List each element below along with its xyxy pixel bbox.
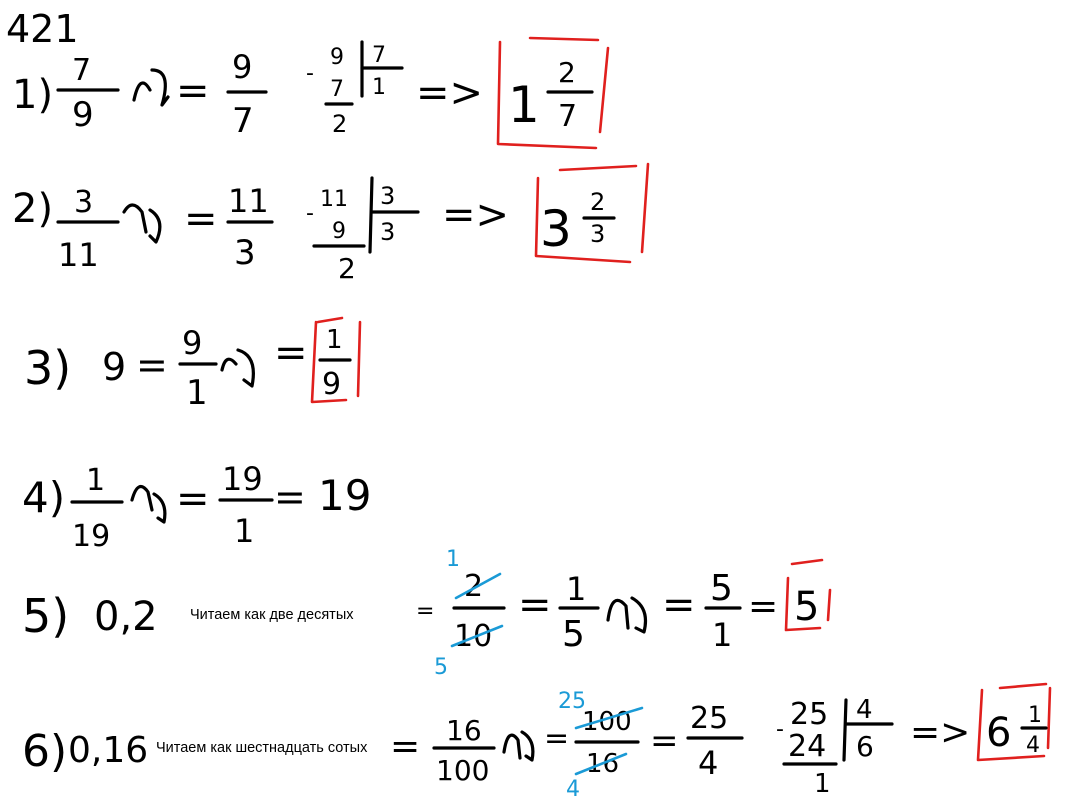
equals-sign: = — [662, 582, 696, 628]
answer-numerator: 1 — [326, 325, 343, 355]
subtrahend: 9 — [332, 219, 346, 244]
equals-sign: = — [544, 721, 570, 756]
answer-whole: 6 — [986, 710, 1012, 756]
equals-sign: = — [176, 68, 210, 114]
reduced-denominator: 5 — [562, 614, 585, 655]
problem-1 — [12, 38, 608, 148]
cancel-denominator: 4 — [566, 777, 580, 801]
implies-arrow: => — [442, 192, 510, 238]
answer-denominator: 9 — [322, 367, 342, 402]
svg-text:-: - — [776, 717, 784, 742]
answer-box — [978, 684, 1050, 760]
divisor: 4 — [856, 695, 873, 725]
equals-sign: = — [176, 476, 210, 522]
fraction-numerator: 2 — [464, 569, 484, 604]
equals-sign: = — [184, 196, 218, 242]
answer-numerator: 2 — [590, 188, 606, 216]
problem-4 — [22, 460, 371, 554]
cancel-numerator: 1 — [446, 547, 460, 572]
cancel-numerator: 25 — [558, 689, 586, 714]
answer-denominator: 4 — [1026, 733, 1040, 758]
answer-box — [498, 38, 608, 148]
division-bracket — [844, 700, 846, 760]
answer-denominator: 3 — [590, 220, 606, 248]
answer-numerator: 1 — [1028, 703, 1042, 728]
implies-arrow: => — [416, 70, 484, 116]
long-division — [306, 178, 418, 285]
result-denominator: 1 — [234, 512, 255, 550]
dividend: 9 — [330, 45, 344, 70]
flip-arrows-icon — [132, 487, 165, 522]
equals-sign: = — [136, 343, 168, 387]
equals-sign: = — [518, 582, 552, 628]
problem-2 — [12, 164, 648, 285]
decimal-value: 0,2 — [94, 594, 158, 640]
remainder: 2 — [338, 252, 356, 285]
subtrahend: 24 — [788, 729, 827, 764]
flip-numerator: 5 — [710, 568, 733, 609]
result-numerator: 11 — [228, 182, 269, 220]
fraction-numerator: 7 — [72, 53, 92, 88]
answer-whole: 3 — [540, 200, 572, 258]
reading-note: Читаем как две десятых — [190, 607, 354, 623]
problem-label: 1) — [12, 72, 54, 118]
division-bracket — [370, 178, 372, 252]
exercise-number: 421 — [6, 7, 79, 51]
fraction-denominator: 10 — [454, 619, 493, 654]
problem-label: 3) — [24, 341, 72, 395]
long-division — [306, 42, 402, 138]
remainder: 1 — [814, 769, 831, 799]
divisor: 7 — [372, 43, 386, 68]
divisor: 3 — [380, 182, 396, 210]
fraction-numerator: 3 — [74, 185, 94, 220]
flip-arrows-icon — [134, 70, 168, 105]
flip-arrows-icon — [124, 205, 160, 242]
quotient: 1 — [372, 75, 386, 100]
result-numerator: 9 — [232, 48, 253, 86]
implies-arrow: => — [910, 712, 971, 753]
problem-6 — [22, 684, 1050, 801]
flip-denominator: 16 — [586, 749, 620, 779]
flip-numerator: 100 — [582, 707, 632, 737]
decimal-value: 0,16 — [68, 730, 149, 771]
fraction-numerator: 16 — [446, 714, 482, 747]
problem-label: 6) — [22, 726, 68, 777]
reduced-numerator: 1 — [566, 570, 587, 608]
equals-sign: = — [274, 330, 308, 376]
equals-sign: = — [748, 586, 779, 627]
flip-arrows-icon — [504, 732, 533, 760]
fraction-denominator: 1 — [186, 373, 208, 413]
long-division — [776, 695, 892, 799]
answer-box — [786, 560, 830, 630]
problem-3 — [24, 318, 360, 413]
problem-5 — [22, 547, 830, 680]
answer-box — [312, 318, 360, 402]
answer-box — [536, 164, 648, 262]
svg-text:-: - — [306, 201, 314, 226]
fraction-denominator: 19 — [72, 519, 111, 554]
svg-text:-: - — [306, 61, 314, 86]
quotient: 3 — [380, 218, 396, 246]
whole-number: 9 — [102, 345, 127, 389]
equals-sign: = — [390, 726, 421, 767]
result-denominator: 7 — [232, 101, 254, 141]
flip-arrows-icon — [222, 350, 253, 386]
answer-value: 5 — [794, 584, 820, 630]
fraction-numerator: 9 — [182, 324, 203, 362]
flip-denominator: 1 — [712, 616, 733, 654]
problem-label: 5) — [22, 589, 70, 643]
quotient: 6 — [856, 730, 874, 763]
answer-denominator: 7 — [558, 99, 578, 134]
reduced-numerator: 25 — [690, 701, 729, 736]
subtrahend: 7 — [330, 77, 344, 102]
equals-sign: = — [274, 475, 306, 519]
fraction-denominator: 9 — [72, 95, 94, 135]
dividend: 11 — [320, 187, 348, 212]
answer-numerator: 2 — [558, 56, 576, 89]
answer-whole: 1 — [508, 76, 540, 134]
result-value: 19 — [318, 471, 372, 520]
fraction-numerator: 1 — [86, 463, 106, 498]
equals-sign: = — [650, 721, 679, 761]
fraction-denominator: 11 — [58, 236, 99, 274]
result-denominator: 3 — [234, 233, 256, 273]
equals-sign: = — [416, 599, 435, 624]
fraction-denominator: 100 — [436, 754, 490, 787]
dividend: 25 — [790, 697, 829, 732]
flip-arrows-icon — [608, 598, 646, 632]
reading-note: Читаем как шестнадцать сотых — [156, 740, 368, 756]
cancel-denominator: 5 — [434, 655, 448, 680]
result-numerator: 19 — [222, 460, 263, 498]
reduced-denominator: 4 — [698, 744, 719, 782]
remainder: 2 — [332, 110, 348, 138]
problem-label: 4) — [22, 473, 66, 522]
problem-label: 2) — [12, 186, 54, 232]
